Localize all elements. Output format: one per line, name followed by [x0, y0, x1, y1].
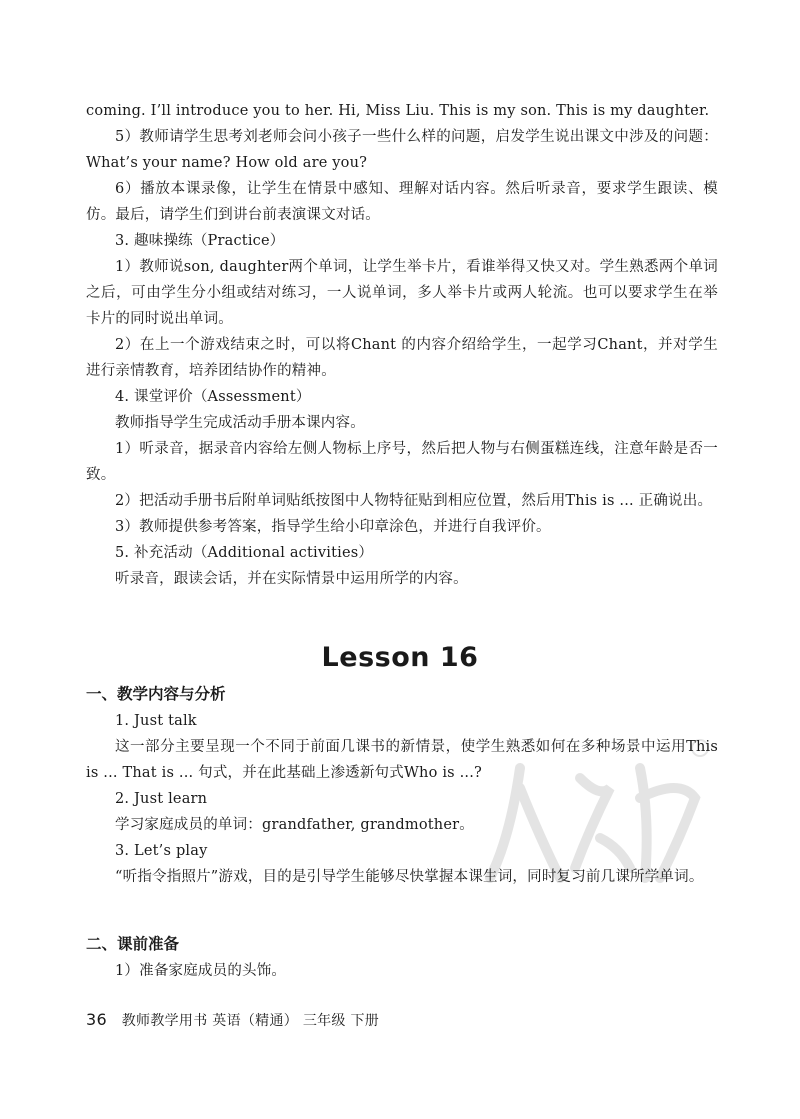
- paragraph: 这一部分主要呈现一个不同于前面几课书的新情景，使学生熟悉如何在多种场景中运用This is ... That is ... 句式，并在此基础上渗透新句式Who is ...?: [86, 739, 718, 781]
- subsection-heading: 4. 课堂评价（Assessment）: [115, 389, 311, 405]
- subsection-heading: 3. 趣味操练（Practice）: [115, 233, 285, 249]
- paragraph: “听指令指照片”游戏，目的是引导学生能够尽快掌握本课生词，同时复习前几课所学单词。: [115, 869, 704, 885]
- section-heading: 一、教学内容与分析: [86, 685, 226, 703]
- paragraph: 1）教师说son, daughter两个单词，让学生举卡片，看谁举得又快又对。学生熟悉两个单词之后，可由学生分小组或结对练习，一人说单词，多人举卡片或两人轮流。也可以要求学生在举卡片的同时说出单词。: [86, 259, 718, 327]
- subsection-heading: 5. 补充活动（Additional activities）: [115, 545, 374, 561]
- paragraph: 听录音，跟读会话，并在实际情景中运用所学的内容。: [115, 571, 468, 587]
- lesson-title: Lesson 16: [321, 642, 479, 673]
- subsection-heading: 1. Just talk: [115, 713, 197, 729]
- paragraph: 3）教师提供参考答案，指导学生给小印章涂色，并进行自我评价。: [115, 519, 551, 535]
- paragraph: 2）在上一个游戏结束之时，可以将Chant 的内容介绍给学生，一起学习Chant，并对学生进行亲情教育，培养团结协作的精神。: [86, 337, 718, 379]
- section-preparation: [86, 930, 718, 984]
- subsection-heading: 2. Just learn: [115, 791, 208, 807]
- lesson15-continuation: [86, 98, 718, 592]
- paragraph: 教师指导学生完成活动手册本课内容。: [115, 415, 365, 431]
- paragraph: coming. I’ll introduce you to her. Hi, Miss Liu. This is my son. This is my daughter.: [86, 103, 710, 119]
- section-heading: 二、课前准备: [86, 935, 180, 953]
- page-number: 36: [86, 1010, 107, 1029]
- paragraph: 2）把活动手册书后附单词贴纸按图中人物特征贴到相应位置，然后用This is ... 正确说出。: [115, 493, 713, 509]
- paragraph: 学习家庭成员的单词：grandfather, grandmother。: [115, 817, 474, 833]
- paragraph: 1）准备家庭成员的头饰。: [115, 963, 287, 979]
- paragraph: 1）听录音，据录音内容给左侧人物标上序号，然后把人物与右侧蛋糕连线，注意年龄是否一致。: [86, 441, 718, 483]
- book-title: 教师教学用书 英语（精通） 三年级 下册: [121, 1013, 380, 1029]
- paragraph: 6）播放本课录像，让学生在情景中感知、理解对话内容。然后听录音，要求学生跟读、模仿。最后，请学生们到讲台前表演课文对话。: [86, 181, 718, 223]
- section-teaching-content: [86, 680, 718, 890]
- page-footer: [86, 1010, 379, 1030]
- paragraph: 5）教师请学生思考刘老师会问小孩子一些什么样的问题，启发学生说出课文中涉及的问题：What’s your name? How old are you?: [86, 129, 718, 171]
- subsection-heading: 3. Let’s play: [115, 843, 208, 859]
